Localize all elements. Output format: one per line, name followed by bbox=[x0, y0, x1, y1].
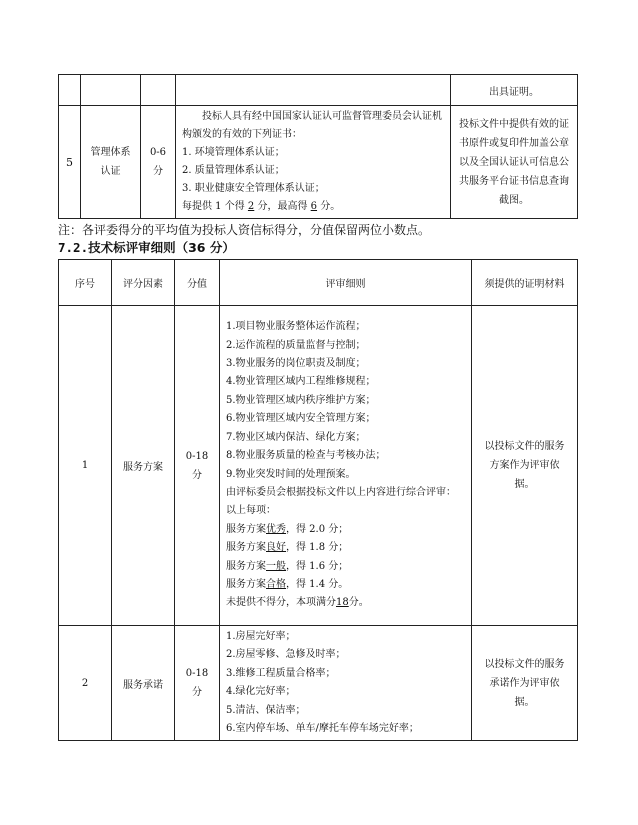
criteria-item: 3. 职业健康安全管理体系认证； bbox=[182, 183, 325, 194]
score-range-cell: 0-18分 bbox=[175, 306, 220, 626]
criteria-item: 4.绿化完好率； bbox=[226, 686, 296, 698]
header-score: 分值 bbox=[175, 260, 220, 306]
grade-line: 服务方案优秀，得 2.0 分； bbox=[226, 523, 349, 535]
factor-cell: 服务方案 bbox=[112, 306, 175, 626]
criteria-item: 3.物业服务的岗位职责及制度； bbox=[226, 358, 366, 370]
criteria-item: 1. 环境管理体系认证； bbox=[182, 147, 285, 158]
grade-label: 良好 bbox=[266, 542, 286, 554]
row-index: 5 bbox=[59, 106, 81, 219]
grade-label: 优秀 bbox=[266, 523, 286, 535]
criteria-item: 7.物业区域内保洁、绿化方案； bbox=[226, 431, 366, 443]
criteria-item: 2.运作流程的质量监督与控制； bbox=[226, 339, 366, 351]
qualification-table bbox=[58, 74, 578, 219]
section-number: 7.2. bbox=[58, 240, 89, 255]
criteria-item: 6.室内停车场、单车/摩托车停车场完好率； bbox=[226, 723, 419, 735]
criteria-item: 2.房屋零修、急修及时率； bbox=[226, 649, 346, 661]
grade-line: 服务方案合格，得 1.4 分。 bbox=[226, 578, 349, 590]
note-text: 注：各评委得分的平均值为投标人资信标得分，分值保留两位小数点。 bbox=[58, 223, 431, 237]
full-score: 18 bbox=[336, 597, 349, 609]
factor-cell: 服务承诺 bbox=[112, 626, 175, 741]
full-score-line: 未提供不得分，本项满分18分。 bbox=[226, 597, 369, 609]
table-row bbox=[59, 306, 578, 626]
requirement-cell: 出具证明。 bbox=[451, 75, 578, 106]
criteria-item: 3.维修工程质量合格率； bbox=[226, 667, 336, 679]
header-criteria: 评审细则 bbox=[220, 260, 472, 306]
table-header-row bbox=[59, 260, 578, 306]
requirement-cell: 以投标文件的服务方案作为评审依据。 bbox=[472, 306, 578, 626]
criteria-item: 1.项目物业服务整体运作流程； bbox=[226, 321, 366, 333]
evaluation-text: 由评标委员会根据投标文件以上内容进行综合评审： bbox=[226, 486, 456, 498]
criteria-item: 6.物业管理区域内安全管理方案； bbox=[226, 413, 376, 425]
criteria-cell bbox=[220, 626, 472, 741]
criteria-item: 8.物业服务质量的检查与考核办法； bbox=[226, 450, 386, 462]
criteria-item: 1.房屋完好率； bbox=[226, 631, 296, 642]
requirement-cell: 以投标文件的服务承诺作为评审依据。 bbox=[472, 626, 578, 741]
criteria-item: 5.清洁、保洁率； bbox=[226, 704, 306, 716]
table-row bbox=[59, 106, 578, 219]
section-heading bbox=[58, 238, 235, 256]
technical-scoring-table bbox=[58, 259, 578, 741]
requirement-cell: 投标文件中提供有效的证书原件或复印件加盖公章以及全国认证认可信息公共服务平台证书信息查询截图。 bbox=[451, 106, 578, 219]
factor-cell: 管理体系认证 bbox=[81, 106, 141, 219]
score-range-cell: 0-6分 bbox=[141, 106, 176, 219]
grade-label: 合格 bbox=[266, 578, 286, 590]
header-factor: 评分因素 bbox=[112, 260, 175, 306]
max-score: 6 bbox=[310, 201, 318, 212]
grade-label: 一般 bbox=[266, 560, 286, 572]
criteria-cell bbox=[176, 106, 451, 219]
header-evidence: 须提供的证明材料 bbox=[472, 260, 578, 306]
scoring-rule: 每提供 1 个得 2 分，最高得 6 分。 bbox=[182, 201, 341, 212]
each-item-text: 以上每项： bbox=[226, 505, 276, 517]
table-row bbox=[59, 75, 578, 106]
header-index: 序号 bbox=[59, 260, 112, 306]
grade-line: 服务方案一般，得 1.6 分； bbox=[226, 560, 349, 572]
row-index: 2 bbox=[59, 626, 112, 741]
criteria-cell bbox=[220, 306, 472, 626]
grade-line: 服务方案良好，得 1.8 分； bbox=[226, 542, 349, 554]
criteria-item: 5.物业管理区域内秩序维护方案； bbox=[226, 394, 376, 406]
criteria-item: 4.物业管理区域内工程维修规程； bbox=[226, 376, 376, 388]
criteria-intro: 投标人具有经中国国家认证认可监督管理委员会认证机构颁发的有效的下列证书： bbox=[182, 111, 442, 140]
table-row bbox=[59, 626, 578, 741]
criteria-item: 2. 质量管理体系认证； bbox=[182, 165, 285, 176]
score-range-cell: 0-18分 bbox=[175, 626, 220, 741]
row-index: 1 bbox=[59, 306, 112, 626]
section-title: 技术标评审细则（36 分） bbox=[88, 240, 235, 255]
per-item-score: 2 bbox=[247, 201, 255, 212]
criteria-item: 9.物业突发时间的处理预案。 bbox=[226, 468, 356, 480]
